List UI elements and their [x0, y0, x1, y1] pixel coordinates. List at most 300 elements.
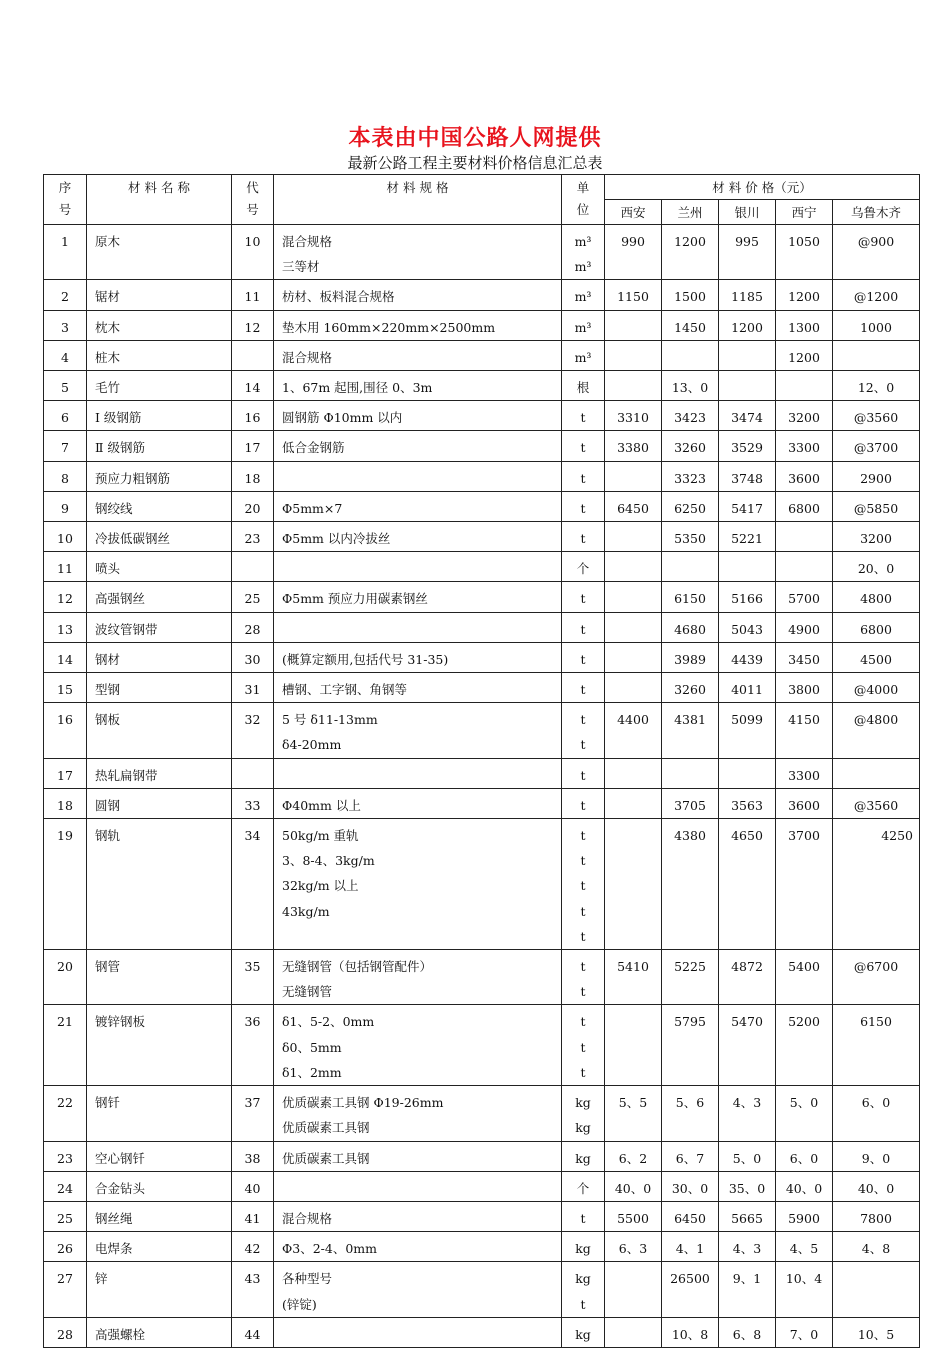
price-cell: 9、0: [833, 1141, 920, 1171]
price-cell: 1300: [776, 310, 833, 340]
row-number: 16: [44, 703, 87, 758]
price-cell: 9、1: [719, 1262, 776, 1317]
table-row: [44, 225, 920, 280]
material-unit: [562, 819, 605, 950]
price-cell: [662, 552, 719, 582]
header-price: 材 料 价 格（元）: [605, 175, 920, 200]
price-cell: [605, 788, 662, 818]
spec-line: 圆钢筋 Φ10mm 以内: [282, 410, 403, 426]
price-cell: 3705: [662, 788, 719, 818]
row-number: 27: [44, 1262, 87, 1317]
material-spec: [274, 1317, 562, 1347]
price-cell: 5900: [776, 1201, 833, 1231]
price-cell: 5225: [662, 950, 719, 1005]
price-cell: [719, 552, 776, 582]
header-unit: 单 位: [562, 175, 605, 225]
price-cell: [605, 758, 662, 788]
unit-line: kg: [575, 1326, 591, 1342]
material-name: 波纹管钢带: [87, 612, 232, 642]
price-cell: 3200: [833, 522, 920, 552]
price-cell: 4、8: [833, 1232, 920, 1262]
spec-line: 优质碳素工具钢: [282, 1150, 370, 1166]
price-cell: 5166: [719, 582, 776, 612]
unit-line: m³: [574, 289, 592, 305]
table-row: [44, 371, 920, 401]
spec-line: 50kg/m 重轨: [282, 828, 359, 844]
material-unit: [562, 340, 605, 370]
material-name: 钢板: [87, 703, 232, 758]
price-cell: 3310: [605, 401, 662, 431]
price-cell: 3300: [776, 431, 833, 461]
price-cell: 1200: [776, 280, 833, 310]
price-cell: 4680: [662, 612, 719, 642]
material-name: 高强钢丝: [87, 582, 232, 612]
material-name: 电焊条: [87, 1232, 232, 1262]
price-cell: @6700: [833, 950, 920, 1005]
price-cell: 10、5: [833, 1317, 920, 1347]
spec-line: Φ5mm 以内冷拔丝: [282, 531, 391, 547]
price-cell: 5、5: [605, 1086, 662, 1141]
material-spec: [274, 819, 562, 950]
price-cell: 4、3: [719, 1232, 776, 1262]
table-row: [44, 310, 920, 340]
row-number: 11: [44, 552, 87, 582]
price-cell: 13、0: [662, 371, 719, 401]
price-cell: [605, 310, 662, 340]
unit-line: t: [580, 1014, 586, 1030]
material-name: 桩木: [87, 340, 232, 370]
spec-line: [282, 924, 558, 949]
price-cell: 3474: [719, 401, 776, 431]
price-cell: 3200: [776, 401, 833, 431]
price-cell: 4650: [719, 819, 776, 950]
price-cell: 1200: [662, 225, 719, 280]
table-row: [44, 703, 920, 758]
spec-line: δ1、5-2、0mm: [282, 1014, 375, 1030]
table-row: [44, 758, 920, 788]
unit-line: kg: [575, 1271, 591, 1287]
header-spec: 材 料 规 格: [274, 175, 562, 225]
header-city: 西宁: [776, 200, 833, 225]
material-spec: [274, 431, 562, 461]
material-spec: [274, 1171, 562, 1201]
spec-line: 32kg/m 以上: [282, 878, 359, 894]
spec-line: 枋材、板料混合规格: [282, 289, 395, 305]
table-row: [44, 431, 920, 461]
unit-line: kg: [575, 1241, 591, 1257]
price-cell: 5350: [662, 522, 719, 552]
price-cell: 4150: [776, 703, 833, 758]
material-spec: [274, 552, 562, 582]
price-cell: 2900: [833, 461, 920, 491]
material-unit: [562, 225, 605, 280]
spec-line: 混合规格: [282, 349, 333, 365]
price-cell: 10、8: [662, 1317, 719, 1347]
price-cell: 4439: [719, 642, 776, 672]
price-cell: @3560: [833, 401, 920, 431]
page-title: 本表由中国公路人网提供: [348, 126, 602, 151]
material-spec: [274, 491, 562, 521]
table-row: [44, 612, 920, 642]
material-code: 41: [232, 1201, 274, 1231]
price-cell: 4250: [833, 819, 920, 950]
spec-line: δ0、5mm: [282, 1039, 342, 1055]
material-name: Ⅱ 级钢筋: [87, 431, 232, 461]
material-spec: [274, 280, 562, 310]
spec-line: [282, 466, 558, 491]
price-cell: 4400: [605, 703, 662, 758]
material-code: 14: [232, 371, 274, 401]
material-unit: [562, 1201, 605, 1231]
price-cell: 6、0: [776, 1141, 833, 1171]
price-cell: [833, 340, 920, 370]
price-cell: [605, 1005, 662, 1086]
table-row: [44, 582, 920, 612]
material-unit: [562, 401, 605, 431]
price-cell: 5470: [719, 1005, 776, 1086]
material-unit: [562, 1171, 605, 1201]
price-cell: @3700: [833, 431, 920, 461]
row-number: 6: [44, 401, 87, 431]
price-cell: 3600: [776, 788, 833, 818]
spec-line: [282, 1176, 558, 1201]
price-cell: 10、4: [776, 1262, 833, 1317]
unit-line: 根: [576, 380, 590, 396]
unit-line: t: [580, 500, 586, 516]
material-name: 钢绞线: [87, 491, 232, 521]
material-spec: [274, 1141, 562, 1171]
unit-line: t: [580, 878, 586, 894]
material-name: 锌: [87, 1262, 232, 1317]
price-cell: 5500: [605, 1201, 662, 1231]
price-cell: [605, 1317, 662, 1347]
unit-line: t: [580, 621, 586, 637]
material-unit: [562, 461, 605, 491]
price-cell: @5850: [833, 491, 920, 521]
row-number: 1: [44, 225, 87, 280]
price-cell: [605, 461, 662, 491]
material-code: [232, 552, 274, 582]
material-code: 25: [232, 582, 274, 612]
material-name: 钢管: [87, 950, 232, 1005]
row-number: 9: [44, 491, 87, 521]
price-table: [43, 174, 920, 1348]
price-cell: 3300: [776, 758, 833, 788]
price-cell: 5400: [776, 950, 833, 1005]
price-cell: @1200: [833, 280, 920, 310]
unit-line: t: [580, 712, 586, 728]
material-code: 34: [232, 819, 274, 950]
unit-line: t: [580, 767, 586, 783]
price-cell: 4900: [776, 612, 833, 642]
material-name: 高强螺栓: [87, 1317, 232, 1347]
unit-line: t: [580, 410, 586, 426]
price-cell: [605, 552, 662, 582]
price-cell: 3260: [662, 673, 719, 703]
price-cell: 6150: [662, 582, 719, 612]
price-cell: 5221: [719, 522, 776, 552]
price-cell: [605, 1262, 662, 1317]
price-cell: 6800: [776, 491, 833, 521]
material-code: 28: [232, 612, 274, 642]
price-cell: @3560: [833, 788, 920, 818]
price-cell: [605, 612, 662, 642]
price-cell: @4000: [833, 673, 920, 703]
material-spec: [274, 950, 562, 1005]
material-spec: [274, 788, 562, 818]
material-spec: [274, 703, 562, 758]
price-cell: [776, 522, 833, 552]
material-unit: [562, 950, 605, 1005]
material-unit: [562, 1005, 605, 1086]
price-cell: 5665: [719, 1201, 776, 1231]
material-unit: [562, 703, 605, 758]
spec-line: [282, 1322, 558, 1347]
material-spec: [274, 461, 562, 491]
row-number: 3: [44, 310, 87, 340]
unit-line: m³: [574, 319, 592, 335]
material-unit: [562, 1086, 605, 1141]
material-spec: [274, 642, 562, 672]
material-spec: [274, 371, 562, 401]
price-cell: 4011: [719, 673, 776, 703]
price-cell: 4381: [662, 703, 719, 758]
material-spec: [274, 612, 562, 642]
price-cell: 5099: [719, 703, 776, 758]
material-code: 11: [232, 280, 274, 310]
table-caption: 最新公路工程主要材料价格信息汇总表: [347, 154, 603, 172]
table-row: [44, 1086, 920, 1141]
material-code: 23: [232, 522, 274, 552]
row-number: 5: [44, 371, 87, 401]
table-row: [44, 1141, 920, 1171]
spec-line: 垫木用 160mm×220mm×2500mm: [282, 319, 496, 335]
row-number: 7: [44, 431, 87, 461]
unit-line: t: [580, 984, 586, 1000]
unit-line: 个: [576, 1180, 590, 1196]
price-cell: 4800: [833, 582, 920, 612]
row-number: 22: [44, 1086, 87, 1141]
price-cell: 4、3: [719, 1086, 776, 1141]
spec-line: 43kg/m: [282, 903, 330, 919]
row-number: 24: [44, 1171, 87, 1201]
row-number: 4: [44, 340, 87, 370]
material-spec: [274, 1086, 562, 1141]
row-number: 15: [44, 673, 87, 703]
price-cell: 6800: [833, 612, 920, 642]
material-code: 38: [232, 1141, 274, 1171]
row-number: 10: [44, 522, 87, 552]
material-name: 型钢: [87, 673, 232, 703]
row-number: 14: [44, 642, 87, 672]
material-unit: [562, 673, 605, 703]
material-unit: [562, 310, 605, 340]
price-cell: 6、7: [662, 1141, 719, 1171]
material-unit: [562, 1232, 605, 1262]
price-cell: 1200: [776, 340, 833, 370]
price-cell: [605, 582, 662, 612]
price-cell: 3563: [719, 788, 776, 818]
material-name: 原木: [87, 225, 232, 280]
spec-line: δ4-20mm: [282, 737, 342, 753]
table-row: [44, 461, 920, 491]
table-row: [44, 1005, 920, 1086]
material-name: 钢丝绳: [87, 1201, 232, 1231]
price-cell: [719, 340, 776, 370]
material-spec: [274, 310, 562, 340]
unit-line: t: [580, 440, 586, 456]
material-name: 空心钢钎: [87, 1141, 232, 1171]
row-number: 25: [44, 1201, 87, 1231]
material-unit: [562, 280, 605, 310]
material-name: Ⅰ 级钢筋: [87, 401, 232, 431]
material-spec: [274, 401, 562, 431]
spec-line: δ1、2mm: [282, 1064, 342, 1080]
unit-line: kg: [575, 1150, 591, 1166]
spec-line: 优质碳素工具钢 Φ19-26mm: [282, 1095, 444, 1111]
table-row: [44, 1232, 920, 1262]
material-code: 42: [232, 1232, 274, 1262]
row-number: 8: [44, 461, 87, 491]
table-row: [44, 491, 920, 521]
unit-line: t: [580, 737, 586, 753]
price-cell: 5200: [776, 1005, 833, 1086]
row-number: 26: [44, 1232, 87, 1262]
unit-line: m³: [574, 349, 592, 365]
spec-line: Φ3、2-4、0mm: [282, 1241, 377, 1257]
spec-line: Φ40mm 以上: [282, 797, 361, 813]
price-cell: 5、0: [776, 1086, 833, 1141]
material-unit: [562, 1262, 605, 1317]
table-row: [44, 1317, 920, 1347]
material-spec: [274, 582, 562, 612]
price-cell: 40、0: [833, 1171, 920, 1201]
price-cell: 3989: [662, 642, 719, 672]
material-unit: [562, 431, 605, 461]
table-row: [44, 642, 920, 672]
row-number: 2: [44, 280, 87, 310]
price-cell: 6、8: [719, 1317, 776, 1347]
unit-line: t: [580, 470, 586, 486]
material-code: 33: [232, 788, 274, 818]
material-name: 喷头: [87, 552, 232, 582]
spec-line: 无缝钢管: [282, 984, 333, 1000]
unit-line: m³: [574, 259, 592, 275]
material-code: 43: [232, 1262, 274, 1317]
header-name: 材 料 名 称: [87, 175, 232, 225]
price-cell: [833, 758, 920, 788]
unit-line: t: [580, 651, 586, 667]
material-unit: [562, 1141, 605, 1171]
price-cell: 35、0: [719, 1171, 776, 1201]
price-cell: [605, 522, 662, 552]
header-city: 西安: [605, 200, 662, 225]
unit-line: t: [580, 682, 586, 698]
material-code: 17: [232, 431, 274, 461]
spec-line: 混合规格: [282, 234, 333, 249]
price-cell: 4380: [662, 819, 719, 950]
material-spec: [274, 225, 562, 280]
material-name: 圆钢: [87, 788, 232, 818]
spec-line: [282, 617, 558, 642]
price-cell: 40、0: [605, 1171, 662, 1201]
price-cell: 1150: [605, 280, 662, 310]
material-code: 18: [232, 461, 274, 491]
header-code: 代 号: [232, 175, 274, 225]
material-code: 20: [232, 491, 274, 521]
row-number: 17: [44, 758, 87, 788]
material-unit: [562, 642, 605, 672]
material-unit: [562, 522, 605, 552]
material-code: [232, 340, 274, 370]
row-number: 18: [44, 788, 87, 818]
spec-line: 低合金钢筋: [282, 440, 345, 456]
price-cell: 3323: [662, 461, 719, 491]
material-name: 锯材: [87, 280, 232, 310]
table-row: [44, 950, 920, 1005]
unit-line: t: [580, 531, 586, 547]
price-cell: 6150: [833, 1005, 920, 1086]
price-cell: 40、0: [776, 1171, 833, 1201]
material-name: 钢钎: [87, 1086, 232, 1141]
price-cell: 3700: [776, 819, 833, 950]
material-name: 镀锌钢板: [87, 1005, 232, 1086]
price-cell: [719, 758, 776, 788]
header-city: 银川: [719, 200, 776, 225]
material-spec: [274, 522, 562, 552]
price-cell: 1450: [662, 310, 719, 340]
price-cell: 20、0: [833, 552, 920, 582]
spec-line: 槽钢、工字钢、角钢等: [282, 682, 408, 698]
price-cell: 995: [719, 225, 776, 280]
material-code: 37: [232, 1086, 274, 1141]
unit-line: t: [580, 959, 586, 975]
table-row: [44, 819, 920, 950]
price-cell: 6450: [662, 1201, 719, 1231]
material-spec: [274, 673, 562, 703]
price-cell: 6250: [662, 491, 719, 521]
material-unit: [562, 491, 605, 521]
price-cell: 26500: [662, 1262, 719, 1317]
price-cell: 990: [605, 225, 662, 280]
header-city: 乌鲁木齐: [833, 200, 920, 225]
header-row: [44, 175, 920, 200]
price-cell: 3529: [719, 431, 776, 461]
unit-line: t: [580, 928, 586, 944]
table-row: [44, 280, 920, 310]
material-name: 合金钻头: [87, 1171, 232, 1201]
price-cell: 5417: [719, 491, 776, 521]
price-cell: 5795: [662, 1005, 719, 1086]
unit-line: t: [580, 1210, 586, 1226]
price-cell: 4、5: [776, 1232, 833, 1262]
price-cell: 6450: [605, 491, 662, 521]
material-code: 36: [232, 1005, 274, 1086]
table-row: [44, 522, 920, 552]
unit-line: 个: [576, 561, 590, 577]
unit-line: t: [580, 853, 586, 869]
price-cell: [605, 819, 662, 950]
material-code: 31: [232, 673, 274, 703]
material-unit: [562, 582, 605, 612]
price-cell: [605, 340, 662, 370]
price-cell: 5700: [776, 582, 833, 612]
row-number: 23: [44, 1141, 87, 1171]
price-cell: 3748: [719, 461, 776, 491]
price-cell: 4872: [719, 950, 776, 1005]
price-cell: 12、0: [833, 371, 920, 401]
table-row: [44, 401, 920, 431]
